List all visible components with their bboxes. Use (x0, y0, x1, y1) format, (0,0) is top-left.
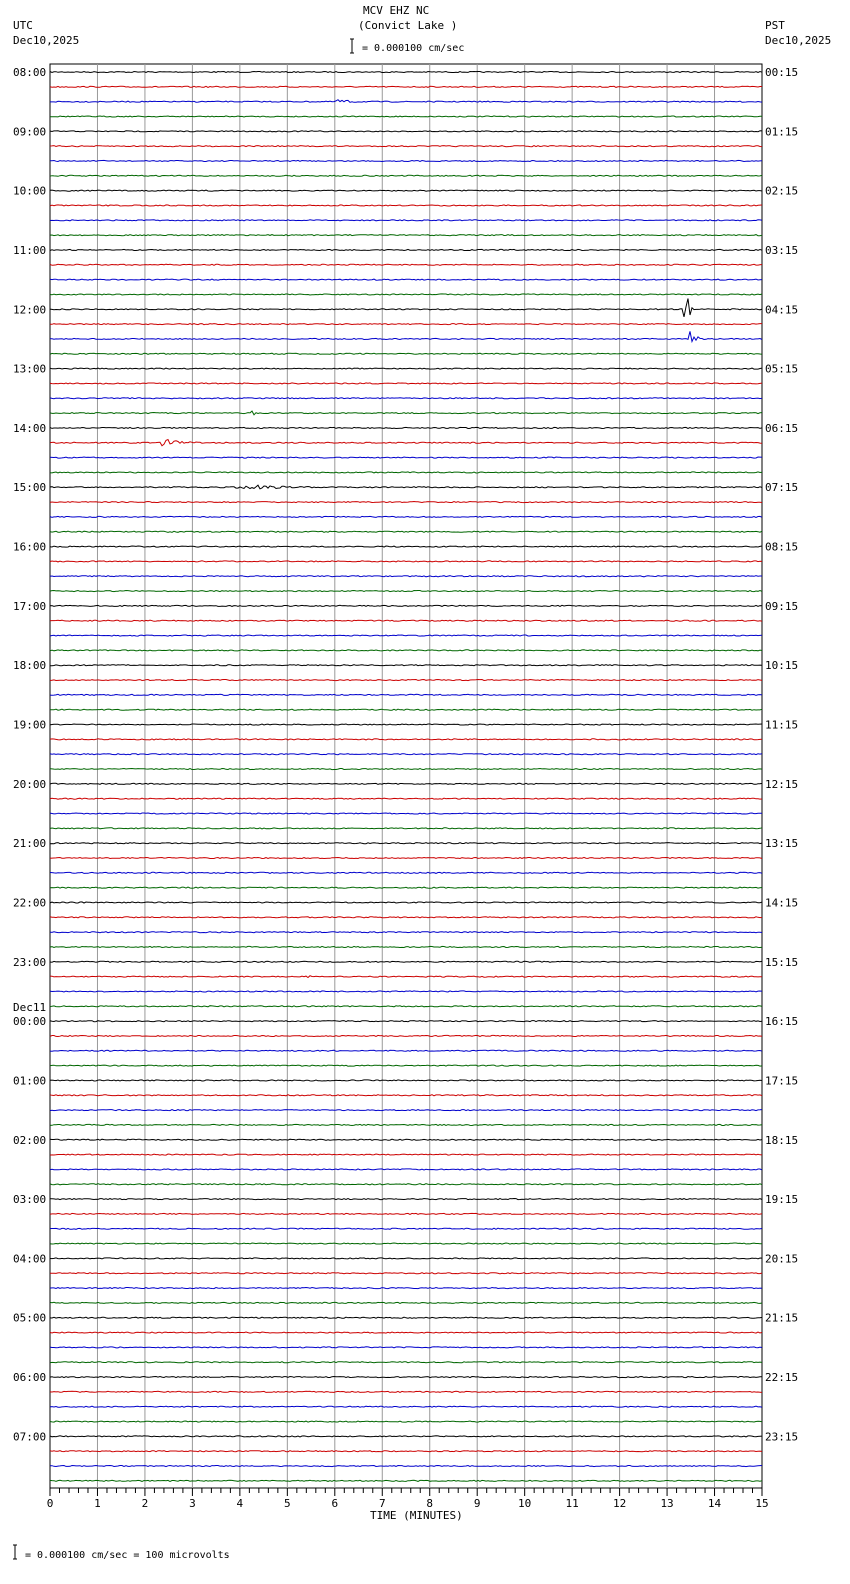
trace-line (50, 843, 762, 844)
utc-hour-label: 02:00 (13, 1133, 47, 1147)
pst-hour-label: 18:15 (765, 1133, 799, 1147)
x-tick-label: 10 (518, 1497, 532, 1510)
trace-line (50, 1480, 762, 1481)
pst-hour-label: 21:15 (765, 1311, 799, 1325)
utc-hour-label: 17:00 (13, 599, 47, 613)
trace-line (50, 724, 762, 725)
pst-hour-label: 12:15 (765, 777, 799, 791)
trace-line (50, 917, 762, 918)
pst-hour-label: 05:15 (765, 362, 799, 376)
trace-line (50, 1332, 762, 1333)
trace-line (50, 546, 762, 547)
utc-hour-label: 23:00 (13, 955, 47, 969)
trace-line (50, 1347, 762, 1348)
trace-line (50, 635, 762, 636)
pst-hour-label: 19:15 (765, 1193, 799, 1207)
pst-hour-label: 20:15 (765, 1252, 799, 1266)
trace-line (50, 946, 762, 947)
utc-hour-label: 12:00 (13, 303, 47, 317)
seismic-traces (50, 72, 762, 1482)
x-tick-label: 13 (660, 1497, 674, 1510)
pst-hour-label: 11:15 (765, 718, 799, 732)
utc-hour-label: 01:00 (13, 1074, 47, 1088)
trace-line (50, 353, 762, 354)
trace-line (50, 1406, 762, 1407)
pst-hour-label: 07:15 (765, 481, 799, 495)
utc-hour-label: 15:00 (13, 481, 47, 495)
pst-hour-label: 08:15 (765, 540, 799, 554)
pst-hour-label: 02:15 (765, 184, 799, 198)
trace-line (50, 235, 762, 236)
trace-line (50, 175, 762, 176)
plot-frame (50, 64, 762, 1488)
trace-line (50, 116, 762, 117)
trace-line (50, 1050, 762, 1051)
trace-line (50, 220, 762, 221)
x-tick-label: 0 (46, 1497, 54, 1510)
trace-line (50, 650, 762, 651)
utc-hour-label: 03:00 (13, 1193, 47, 1207)
x-tick-label: 3 (189, 1497, 196, 1510)
x-tick-label: 2 (141, 1497, 149, 1510)
utc-hour-label: 20:00 (13, 777, 47, 791)
x-tick-label: 7 (378, 1497, 386, 1510)
trace-line (50, 294, 762, 295)
x-tick-label: 12 (612, 1497, 627, 1510)
date-change-label: Dec11 (13, 1001, 47, 1015)
trace-line (50, 887, 762, 888)
trace-line (50, 1243, 762, 1244)
trace-line (50, 131, 762, 132)
utc-hour-label: 06:00 (13, 1371, 47, 1385)
utc-hour-label: 18:00 (13, 659, 47, 673)
trace-line (50, 665, 762, 666)
x-tick-label: 1 (94, 1497, 101, 1510)
utc-hour-label: 21:00 (13, 837, 47, 851)
trace-line (50, 1154, 762, 1155)
right-date: Dec10,2025 (765, 34, 832, 47)
x-tick-label: 6 (331, 1497, 339, 1510)
trace-line (50, 1080, 762, 1081)
right-timezone: PST (765, 19, 785, 32)
trace-line (50, 485, 762, 489)
trace-line (50, 531, 762, 532)
pst-hour-label: 17:15 (765, 1074, 799, 1088)
left-date: Dec10,2025 (13, 34, 80, 47)
trace-line (50, 680, 762, 681)
trace-line (50, 620, 762, 621)
trace-line (50, 1110, 762, 1111)
trace-line (50, 1288, 762, 1289)
scale-label: = 0.000100 cm/sec (362, 43, 465, 54)
trace-line (50, 991, 762, 992)
trace-line (50, 1021, 762, 1022)
trace-line (50, 1095, 762, 1096)
utc-hour-label: 14:00 (13, 421, 47, 435)
trace-line (50, 190, 762, 191)
trace-line (50, 1451, 762, 1452)
trace-line (50, 857, 762, 858)
utc-hour-label: 04:00 (13, 1252, 47, 1266)
plot-grid (50, 64, 762, 1488)
pst-hour-label: 00:15 (765, 66, 799, 79)
trace-line (50, 902, 762, 903)
footer-scale-note: = 0.000100 cm/sec = 100 microvolts (25, 1550, 230, 1561)
pst-hour-label: 13:15 (765, 837, 799, 851)
pst-hour-label: 16:15 (765, 1015, 799, 1029)
utc-hour-label: 10:00 (13, 184, 47, 198)
trace-line (50, 828, 762, 829)
trace-line (50, 1421, 762, 1422)
trace-line (50, 1199, 762, 1200)
trace-line (50, 324, 762, 325)
pst-hour-label: 09:15 (765, 599, 799, 613)
trace-line (50, 457, 762, 458)
trace-line (50, 146, 762, 147)
trace-line (50, 1362, 762, 1363)
time-axis (47, 1488, 769, 1510)
station-location: (Convict Lake ) (358, 19, 458, 32)
trace-line (50, 961, 762, 962)
trace-line (50, 1302, 762, 1303)
pst-hour-label: 06:15 (765, 421, 799, 435)
trace-line (50, 86, 762, 87)
trace-line (50, 872, 762, 873)
trace-line (50, 249, 762, 250)
trace-line (50, 1184, 762, 1185)
trace-line (50, 440, 762, 446)
trace-line (50, 1317, 762, 1318)
utc-hour-label: 08:00 (13, 66, 47, 79)
trace-line (50, 1124, 762, 1125)
station-title: MCV EHZ NC (363, 4, 430, 17)
utc-hour-label: 00:00 (13, 1015, 47, 1029)
trace-line (50, 100, 762, 103)
utc-hour-label: 05:00 (13, 1311, 47, 1325)
pst-hour-label: 01:15 (765, 125, 799, 139)
trace-line (50, 1273, 762, 1274)
trace-line (50, 279, 762, 280)
trace-line (50, 976, 762, 978)
trace-line (50, 783, 762, 784)
trace-line (50, 932, 762, 933)
utc-hour-label: 19:00 (13, 718, 47, 732)
trace-line (50, 1213, 762, 1214)
x-tick-label: 9 (473, 1497, 481, 1510)
trace-line (50, 1169, 762, 1170)
trace-line (50, 1466, 762, 1467)
trace-line (50, 591, 762, 592)
trace-line (50, 694, 762, 695)
trace-line (50, 561, 762, 562)
trace-line (50, 576, 762, 577)
trace-line (50, 1035, 762, 1036)
trace-line (50, 411, 762, 415)
pst-hour-label: 03:15 (765, 243, 799, 257)
utc-hour-label: 11:00 (13, 243, 47, 257)
trace-line (50, 1139, 762, 1140)
trace-line (50, 1258, 762, 1259)
pst-hour-label: 23:15 (765, 1430, 799, 1444)
trace-line (50, 813, 762, 814)
x-tick-label: 11 (565, 1497, 579, 1510)
trace-line (50, 427, 762, 428)
trace-line (50, 1391, 762, 1392)
trace-line (50, 769, 762, 770)
trace-line (50, 368, 762, 369)
pst-hour-label: 10:15 (765, 659, 799, 673)
x-tick-label: 14 (707, 1497, 722, 1510)
trace-line (50, 1228, 762, 1229)
utc-hour-label: 09:00 (13, 125, 47, 139)
x-tick-label: 8 (426, 1497, 434, 1510)
trace-line (50, 160, 762, 161)
trace-line (50, 502, 762, 503)
trace-line (50, 798, 762, 799)
trace-line (50, 605, 762, 606)
x-tick-label: 15 (755, 1497, 769, 1510)
trace-line (50, 398, 762, 399)
trace-line (50, 72, 762, 73)
x-tick-label: 4 (236, 1497, 244, 1510)
utc-hour-label: 13:00 (13, 362, 47, 376)
trace-line (50, 299, 762, 317)
trace-line (50, 1006, 762, 1007)
pst-hour-label: 14:15 (765, 896, 799, 910)
trace-line (50, 383, 762, 384)
x-tick-label: 5 (284, 1497, 291, 1510)
pst-hour-label: 04:15 (765, 303, 799, 317)
trace-line (50, 739, 762, 740)
trace-line (50, 516, 762, 517)
trace-line (50, 331, 762, 341)
trace-line (50, 1436, 762, 1437)
trace-line (50, 754, 762, 755)
left-timezone: UTC (13, 19, 33, 32)
utc-hour-label: 22:00 (13, 896, 47, 910)
pst-hour-label: 22:15 (765, 1371, 799, 1385)
trace-line (50, 205, 762, 206)
utc-hour-label: 07:00 (13, 1430, 47, 1444)
trace-line (50, 264, 762, 265)
x-axis-label: TIME (MINUTES) (370, 1509, 463, 1522)
trace-line (50, 709, 762, 710)
pst-hour-label: 15:15 (765, 955, 799, 969)
utc-hour-label: 16:00 (13, 540, 47, 554)
trace-line (50, 1065, 762, 1066)
trace-line (50, 1377, 762, 1378)
trace-line (50, 472, 762, 473)
